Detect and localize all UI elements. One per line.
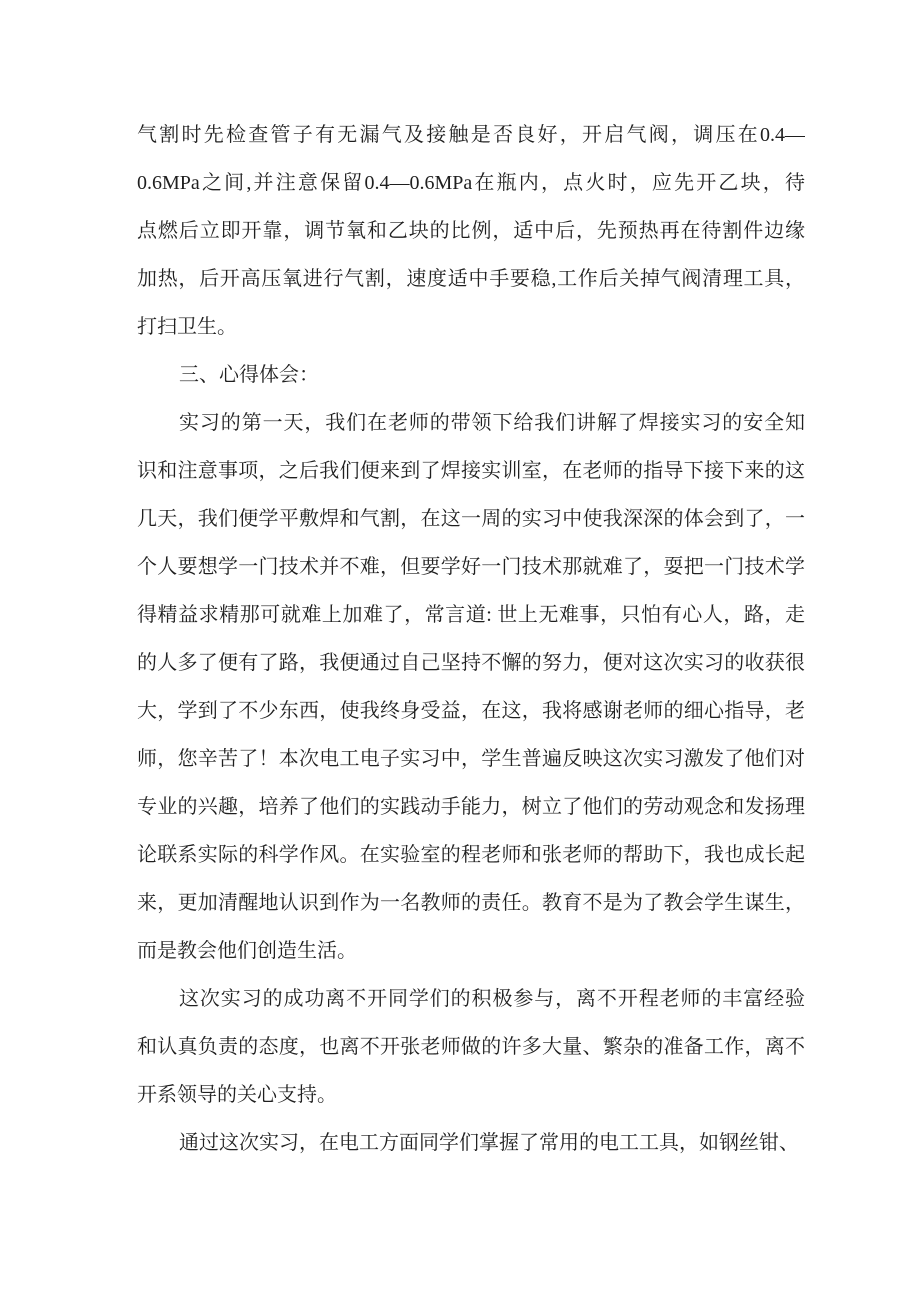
text-line: 来，更加清醒地认识到作为一名教师的责任。教育不是为了教会学生谋生， (137, 892, 805, 914)
text-line: 而是教会他们创造生活。 (137, 940, 357, 962)
text-line: 加热，后开高压氧进行气割，速度适中手要稳,工作后关掉气阀清理工具， (137, 268, 805, 290)
text-line: 识和注意事项，之后我们便来到了焊接实训室，在老师的指导下接下来的这 (137, 460, 805, 482)
text-line: 论联系实际的科学作风。在实验室的程老师和张老师的帮助下，我也成长起 (137, 844, 805, 866)
paragraph-electrician-skills (137, 1119, 805, 1167)
text-line: 开系领导的关心支持。 (137, 1084, 337, 1106)
text-line: 打扫卫生。 (137, 316, 237, 338)
section-heading-reflections (137, 351, 805, 399)
text-line: 得精益求精那可就难上加难了，常言道: 世上无难事，只怕有心人，路，走 (137, 604, 805, 626)
paragraph-acknowledgements (137, 975, 805, 1119)
text-line: 这次实习的成功离不开同学们的积极参与，离不开程老师的丰富经验 (179, 988, 805, 1010)
text-line: 0.6MPa之间,并注意保留0.4—0.6MPa在瓶内，点火时，应先开乙块，待 (137, 172, 805, 194)
text-line: 的人多了便有了路，我便通过自己坚持不懈的努力，便对这次实习的收获很 (137, 652, 805, 674)
text-line: 和认真负责的态度，也离不开张老师做的许多大量、繁杂的准备工作，离不 (137, 1036, 805, 1058)
text-line: 师，您辛苦了！本次电工电子实习中，学生普遍反映这次实习激发了他们对 (137, 748, 805, 770)
text-line: 通过这次实习，在电工方面同学们掌握了常用的电工工具，如钢丝钳、 (179, 1132, 799, 1154)
text-line: 专业的兴趣，培养了他们的实践动手能力，树立了他们的劳动观念和发扬理 (137, 796, 805, 818)
section-heading: 三、心得体会： (179, 364, 319, 386)
text-line: 气割时先检查管子有无漏气及接触是否良好，开启气阀，调压在0.4— (137, 124, 805, 146)
paragraph-gas-cutting-procedure (137, 111, 805, 351)
text-line: 个人要想学一门技术并不难，但要学好一门技术那就难了，耍把一门技术学 (137, 556, 805, 578)
text-line: 实习的第一天，我们在老师的带领下给我们讲解了焊接实习的安全知 (179, 412, 805, 434)
paragraph-reflections-body (137, 399, 805, 975)
text-line: 点燃后立即开靠，调节氧和乙块的比例，适中后，先预热再在待割件边缘 (137, 220, 805, 242)
text-line: 大，学到了不少东西，使我终身受益，在这，我将感谢老师的细心指导，老 (137, 700, 805, 722)
text-line: 几天，我们便学平敷焊和气割，在这一周的实习中使我深深的体会到了，一 (137, 508, 805, 530)
